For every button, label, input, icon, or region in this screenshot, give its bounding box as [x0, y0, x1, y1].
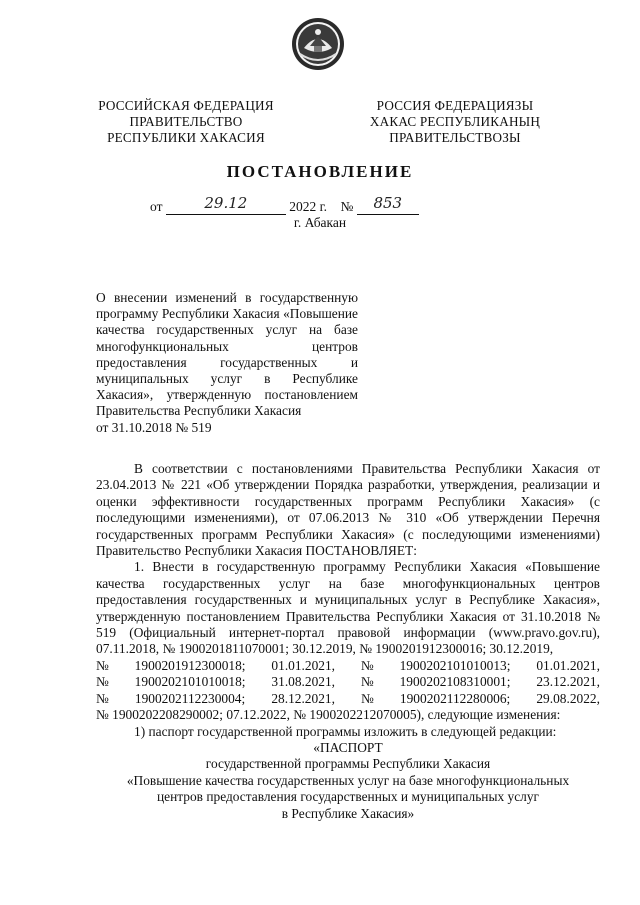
row-cell: 1900202101010013;: [399, 657, 511, 673]
subject-text: О внесении изменений в государственную программу Республики Хакасия «Повышение качества государственных услуг на базе многофункциональных центров предоставления государственных и муниципальных услуг в Республике Хакасия», утвержденную постановлением Правительства Республики Хакасия: [96, 290, 358, 419]
sub-item-1: 1) паспорт государственной программы изложить в следующей редакции:: [134, 723, 557, 739]
document-subject: [96, 290, 358, 436]
header-line: ПРАВИТЕЛЬСТВОЗЫ: [389, 130, 521, 145]
passport-line: центров предоставления государственных и муниципальных услуг: [156, 789, 540, 805]
row-cell: 31.08.2021,: [271, 674, 336, 690]
registry-row: [96, 658, 600, 674]
issuer-header-russian: [88, 98, 284, 146]
document-type-title: ПОСТАНОВЛЕНИЕ: [226, 162, 414, 181]
item-1-paragraph: 1. Внести в государственную программу Республики Хакасия «Повышение качества государственных услуг на базе многофункциональных центров предоставления государственных и муниципальных услуг в Республике Хакасия», утвержденную постановлением Правительства Республики Хакасия от 31.10.2018 № 519 (Официальный интернет-портал правовой информации (www.pravo.gov.ru), 07.11.2018, № 1900201811070001; 30.12.2019, № 1900201912300016; 30.12.2019,: [96, 559, 600, 657]
registry-row: [96, 674, 600, 690]
row-cell: 1900201912300018;: [134, 657, 246, 673]
document-body: [96, 461, 600, 822]
item-1-tail: № 1900202208290002; 07.12.2022, № 1900202212070005), следующие изменения:: [96, 707, 561, 723]
subject-text-date: от 31.10.2018 № 519: [96, 419, 212, 435]
number-field: [357, 194, 419, 215]
date-prefix: от: [150, 199, 163, 214]
city-name: г. Абакан: [293, 215, 347, 230]
row-cell: №: [96, 657, 109, 673]
number-sign: №: [340, 199, 354, 214]
row-cell: №: [96, 674, 109, 690]
registry-row: [96, 691, 600, 707]
passport-line: в Республике Хакасия»: [281, 805, 415, 821]
row-cell: №: [360, 657, 374, 673]
coat-of-arms-emblem: [290, 16, 346, 72]
handwritten-number: 853: [373, 194, 403, 212]
passport-line: «Повышение качества государственных услуг на базе многофункциональных: [126, 772, 570, 788]
header-line: РОССИЙСКАЯ ФЕДЕРАЦИЯ: [98, 98, 274, 113]
year-label: 2022 г.: [289, 199, 327, 214]
header-line: ХАКАС РЕСПУБЛИКАНЫҢ: [369, 114, 541, 129]
header-line: РЕСПУБЛИКИ ХАКАСИЯ: [107, 130, 265, 145]
row-cell: 01.01.2021,: [536, 657, 600, 673]
row-cell: 1900202112280006;: [399, 690, 511, 706]
handwritten-date: 29.12: [204, 194, 248, 212]
header-line: ПРАВИТЕЛЬСТВО: [129, 114, 243, 129]
passport-line: государственной программы Республики Хакасия: [205, 756, 491, 772]
row-cell: №: [360, 674, 374, 690]
passport-heading: «ПАСПОРТ: [313, 739, 383, 755]
row-cell: 1900202108310001;: [399, 674, 511, 690]
row-cell: 29.08.2022,: [536, 690, 600, 706]
row-cell: №: [96, 690, 109, 706]
row-cell: 01.01.2021,: [271, 657, 336, 673]
preamble-paragraph: В соответствии с постановлениями Правительства Республики Хакасия от 23.04.2013 № 221 «Об утверждении Порядка разработки, утверждения, реализации и оценки эффективности государственных программ Республики Хакасия» (с последующими изменениями), от 07.06.2013 № 310 «Об утверждении Перечня государственных программ Республики Хакасия» (с последующими изменениями) Правительство Республики Хакасия ПОСТАНОВЛЯЕТ:: [96, 461, 600, 559]
row-cell: 28.12.2021,: [271, 690, 335, 706]
row-cell: 23.12.2021,: [536, 674, 600, 690]
row-cell: №: [361, 690, 374, 706]
header-line: РОССИЯ ФЕДЕРАЦИЯЗЫ: [376, 98, 534, 113]
row-cell: 1900202112230004;: [134, 690, 246, 706]
date-field: [166, 194, 286, 215]
row-cell: 1900202101010018;: [134, 674, 246, 690]
date-number-line: [150, 194, 510, 215]
issuer-header-khakas: [352, 98, 558, 146]
